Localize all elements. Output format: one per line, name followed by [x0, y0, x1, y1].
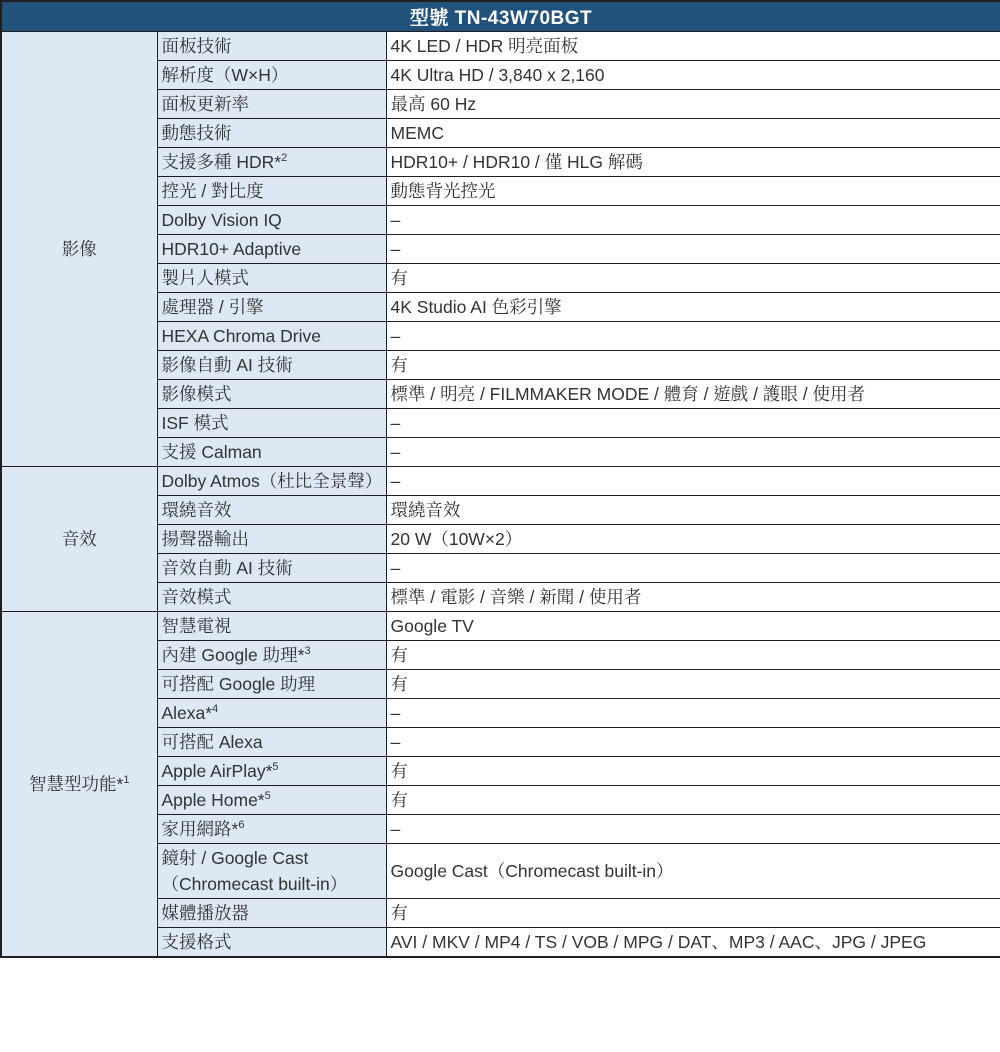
spec-label-cell: Apple Home*$^5$	[157, 786, 386, 815]
spec-value-cell: 有	[386, 351, 1000, 380]
model-header-row	[1, 1, 1000, 32]
spec-label-cell: 可搭配 Alexa	[157, 728, 386, 757]
spec-value-cell: 環繞音效	[386, 496, 1000, 525]
footnote-marker: 2	[281, 152, 288, 165]
spec-label-cell: 面板更新率	[157, 90, 386, 119]
spec-label-cell: HEXA Chroma Drive	[157, 322, 386, 351]
spec-value-cell: 有	[386, 899, 1000, 928]
footnote-marker: 4	[212, 703, 219, 716]
spec-label-cell: Dolby Vision IQ	[157, 206, 386, 235]
spec-value-cell: –	[386, 438, 1000, 467]
spec-label-cell: 處理器 / 引擎	[157, 293, 386, 322]
category-cell-2: 智慧型功能*$^1$	[1, 612, 157, 958]
spec-value-cell: 20 W（10W×2）	[386, 525, 1000, 554]
spec-label-cell: 影像自動 AI 技術	[157, 351, 386, 380]
spec-label-cell: Alexa*$^4$	[157, 699, 386, 728]
spec-value-cell: Google TV	[386, 612, 1000, 641]
spec-label-cell: 支援多種 HDR*$^2$	[157, 148, 386, 177]
spec-label-cell: 音效模式	[157, 583, 386, 612]
spec-value-cell: 標準 / 電影 / 音樂 / 新聞 / 使用者	[386, 583, 1000, 612]
spec-label-cell: 面板技術	[157, 32, 386, 61]
spec-value-cell: 4K LED / HDR 明亮面板	[386, 32, 1000, 61]
spec-label-cell: 媒體播放器	[157, 899, 386, 928]
spec-value-cell: 4K Ultra HD / 3,840 x 2,160	[386, 61, 1000, 90]
spec-value-cell: 有	[386, 757, 1000, 786]
spec-value-cell: 有	[386, 670, 1000, 699]
spec-value-cell: MEMC	[386, 119, 1000, 148]
spec-label-cell: HDR10+ Adaptive	[157, 235, 386, 264]
spec-value-cell: 動態背光控光	[386, 177, 1000, 206]
spec-value-cell: –	[386, 699, 1000, 728]
spec-value-cell: –	[386, 409, 1000, 438]
spec-value-cell: –	[386, 322, 1000, 351]
category-cell-1: 音效	[1, 467, 157, 612]
spec-label-cell: 家用網路*$^6$	[157, 815, 386, 844]
spec-label-cell: 支援 Calman	[157, 438, 386, 467]
spec-label-cell: 控光 / 對比度	[157, 177, 386, 206]
category-cell-0: 影像	[1, 32, 157, 467]
spec-value-cell: –	[386, 235, 1000, 264]
spec-table-body	[1, 32, 1000, 958]
footnote-marker: 6	[238, 819, 245, 832]
spec-label-cell: 鏡射 / Google Cast（Chromecast built-in）	[157, 844, 386, 899]
spec-value-cell: –	[386, 467, 1000, 496]
spec-label-cell: 揚聲器輸出	[157, 525, 386, 554]
spec-value-cell: 有	[386, 786, 1000, 815]
spec-label-cell: 智慧電視	[157, 612, 386, 641]
spec-value-cell: 有	[386, 264, 1000, 293]
spec-label-cell: 環繞音效	[157, 496, 386, 525]
footnote-marker: 1	[123, 774, 130, 787]
spec-label-cell: Dolby Atmos（杜比全景聲）	[157, 467, 386, 496]
spec-value-cell: –	[386, 554, 1000, 583]
spec-label-cell: 影像模式	[157, 380, 386, 409]
spec-value-cell: AVI / MKV / MP4 / TS / VOB / MPG / DAT、MP3 / AAC、JPG / JPEG	[386, 928, 1000, 958]
spec-label-cell: 動態技術	[157, 119, 386, 148]
spec-value-cell: –	[386, 206, 1000, 235]
spec-row	[1, 32, 1000, 61]
spec-label-cell: 內建 Google 助理*$^3$	[157, 641, 386, 670]
spec-value-cell: Google Cast（Chromecast built-in）	[386, 844, 1000, 899]
spec-label-cell: 製片人模式	[157, 264, 386, 293]
spec-row	[1, 467, 1000, 496]
spec-value-cell: –	[386, 815, 1000, 844]
spec-label-cell: 支援格式	[157, 928, 386, 958]
spec-label-cell: 可搭配 Google 助理	[157, 670, 386, 699]
spec-label-cell: 解析度（W×H）	[157, 61, 386, 90]
spec-value-cell: 最高 60 Hz	[386, 90, 1000, 119]
spec-label-cell: 音效自動 AI 技術	[157, 554, 386, 583]
model-header: 型號 TN-43W70BGT	[1, 1, 1000, 32]
footnote-marker: 5	[272, 761, 279, 774]
spec-value-cell: HDR10+ / HDR10 / 僅 HLG 解碼	[386, 148, 1000, 177]
spec-value-cell: 有	[386, 641, 1000, 670]
spec-value-cell: 標準 / 明亮 / FILMMAKER MODE / 體育 / 遊戲 / 護眼 / 使用者	[386, 380, 1000, 409]
footnote-marker: 5	[264, 790, 271, 803]
footnote-marker: 3	[304, 645, 311, 658]
spec-label-cell: Apple AirPlay*$^5$	[157, 757, 386, 786]
spec-value-cell: 4K Studio AI 色彩引擎	[386, 293, 1000, 322]
spec-label-cell: ISF 模式	[157, 409, 386, 438]
spec-row	[1, 612, 1000, 641]
spec-value-cell: –	[386, 728, 1000, 757]
